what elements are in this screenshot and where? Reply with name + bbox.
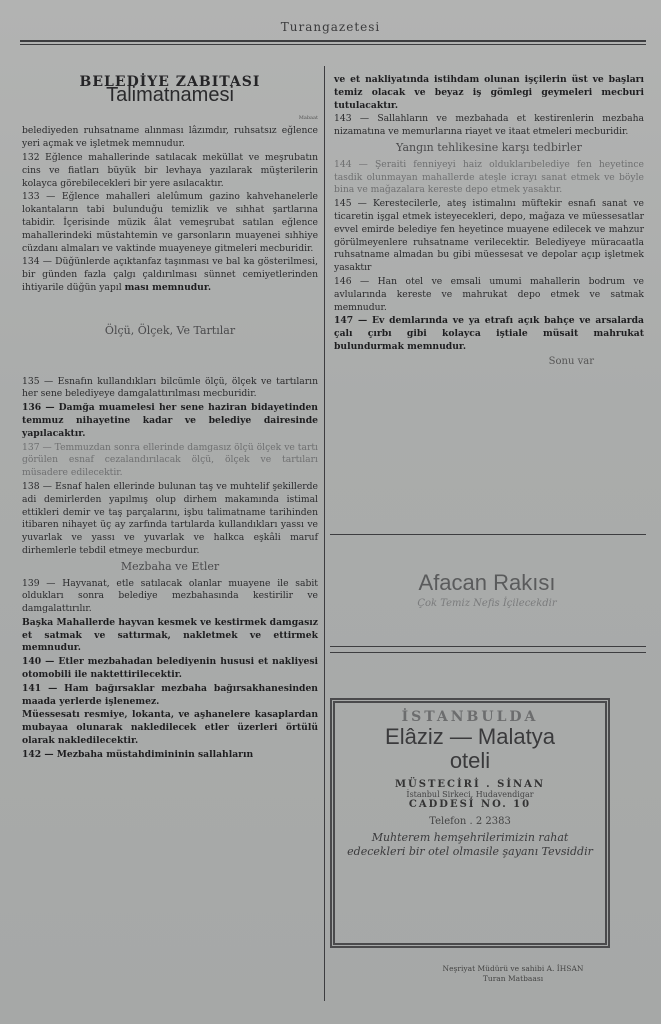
hotel-city: İSTANBULDA (401, 709, 539, 725)
paragraph-144: 144 — Şeraiti fenniyeyi haiz olduklarıbelediye fen heyetince tasdik olunmayan mahallerde ateşle icrayı sanat etmek ve böyle bina ve mağazalara kereste depo etmek yasaktır. (334, 158, 644, 196)
right-column (334, 74, 644, 369)
hotel-owner: MÜSTECİRİ . SİNAN (394, 779, 546, 790)
afacan-title: Afacan Rakısı (418, 570, 556, 595)
paragraph-136: 136 — Damğa muamelesi her sene haziran bidayetinden temmuz nihayetine kadar ve belediye dairesinde yapılacaktır. (22, 402, 318, 439)
paragraph-134-end: ması memnudur. (124, 281, 212, 293)
paragraph-intro: belediyeden ruhsatname alınması lâzımdır, ruhsatsız eğlence yeri açmak ve işletmek memnudur. (22, 125, 318, 150)
column-divider (324, 66, 325, 1001)
paragraph-141: 141 — Ham bağırsaklar mezbaha bağırsakhanesinden maada yerlerde işlenemez. (22, 682, 318, 707)
header-rule-thin (20, 44, 646, 45)
imprint-footer (398, 964, 628, 984)
paragraph-138: 138 — Esnaf halen ellerinde bulunan taş ve muhtelif şekillerde adi demirlerden yapılmış olup dirhem makamında istimal ettikleri demir ve taş parçalarını, işbu talimatname tarihinden itibaren nihayet üç ay zarfında tartılarda kullandıkları yassı ve yuvarlak ve yassı ve yuvarlak ve halkca eşkâli maruf dirhemlerle tebdil etmeye mecburdur. (22, 480, 318, 556)
ad-separator-top (330, 534, 646, 535)
paragraph-139: 139 — Hayvanat, etle satılacak olanlar muayene ile sabit oldukları sonra belediye mezbahasında kestirilir ve damgalattırılır. (22, 577, 318, 615)
header-rule (20, 40, 646, 42)
afacan-raki-ad (328, 570, 646, 609)
paragraph-147: 147 — Ev demlarında ve ya etrafı açık bahçe ve arsalarda çalı çırbı gibi kolayca iştiale müsait mahrukat bulundurmak memnudur. (334, 315, 644, 352)
left-column (22, 74, 318, 763)
ad-separator-mid-thin (330, 652, 646, 653)
subheading-fire: Yangın tehlikesine karşı tedbirler (396, 140, 582, 154)
paragraph-146: 146 — Han otel ve emsali umumi mahallerin bodrum ve avlularında kereste ve mahrukat depo etmek ve satmak memnudur. (334, 275, 644, 313)
hotel-name-line1: Elâziz — Malatya (385, 724, 555, 749)
imprint-press: Turan Matbaası (482, 974, 544, 983)
subheading-measures: Ölçü, Ölçek, Ve Tartılar (104, 323, 236, 337)
paragraph-140: 140 — Etler mezbahadan belediyenin hususi et nakliyesi otomobili ile naktettirilecektir. (22, 656, 318, 681)
paragraph-workers: ve et nakliyatında istihdam olunan işçilerin üst ve başları temiz olacak ve beyaz iş gömlegi geymeleri mecburi tutulacaktır. (334, 74, 644, 111)
mebusat-note: Mabaat (298, 114, 318, 121)
hotel-name-line2: oteli (449, 748, 491, 773)
paragraph-145: 145 — Kerestecilerle, ateş istimalını müftekir esnafı sanat ve ticaretin işgal etmek isteyecekleri, depo, mağaza ve müessesatlar evvel emirde belediye fen heyetince muayene edilecek ve mahzur görülmeyenlere ruhsatname verilecektir. Belediyeye müracaatla ruhsatname almadan bu gibi müessesat ve depolar açıp işletmek yasaktır (334, 198, 644, 274)
newspaper-header-title: Turangazetesi (280, 20, 381, 34)
paragraph-137: 137 — Temmuzdan sonra ellerinde damgasız ölçü ölçek ve tartı görülen esnaf cezalandırılacak ölçü, ölçek ve tartıları müsadere edilecektir. (22, 441, 318, 479)
paragraph-135: 135 — Esnafın kullandıkları bilcümle ölçü, ölçek ve tartıların her sene belediyeye damgalattırılması mecburidir. (22, 375, 318, 400)
hotel-message: Muhterem hemşehrilerimizin rahat edecekleri bir otel olmasile şayanı Tevsiddir (347, 831, 593, 858)
paragraph-institutions: Müessesatı resmiye, lokanta, ve aşhanelere kasaplardan mubayaa olunarak nakledilecek etler üzerleri örtülü olarak nakledilecektir. (22, 709, 318, 747)
subheading-slaughterhouse: Mezbaha ve Etler (120, 559, 220, 573)
paragraph-132: 132 Eğlence mahallerinde satılacak meküllat ve meşrubatın cins ve fiatları büyük bir levhaya yazılarak müşterilerin kolayca görebilecekleri bir yere asılacaktır. (22, 151, 318, 189)
hotel-street: CADDESİ NO. 10 (408, 799, 532, 810)
afacan-slogan: Çok Temiz Nefis İçilecekdir (417, 598, 557, 609)
article-subheading: Talimatnamesi (106, 83, 234, 106)
article-heading: BELEDİYE ZABITASI (79, 74, 261, 90)
ad-separator-mid (330, 646, 646, 647)
paragraph-133: 133 — Eğlence mahalleri alelûmum gazino kahvehanelerle lokantaların tabi bulunduğu temizlik ve sıhhat şartlarına tabidir. İçerisinde müzik âlat vemeşrubat satılan eğlence mahallerindeki müstahtemin ve garsonların muayenei sıhhiye cüzdanı almaları ve vaktinde muayeneye gitmeleri mecburidir. (22, 191, 318, 254)
paragraph-142: 142 — Mezbaha müstahdimininin sallahların (22, 748, 254, 760)
paragraph-143: 143 — Sallahların ve mezbahada et kestirenlerin mezbaha nizamatına ve memurlarına riayet ve itaat etmeleri mecburidir. (334, 113, 644, 138)
continued-note: Sonu var (548, 355, 594, 367)
hotel-phone: Telefon . 2 2383 (429, 816, 511, 827)
hotel-ad (330, 698, 610, 948)
paragraph-134 (22, 256, 318, 294)
paragraph-134-text: 134 — Düğünlerde açıktanfaz taşınması ve bal ka gösterilmesi, bir günden fazla çalgı çaldırılması sünnet cemiyetlerinden ihtiyarile düğün yapıl (22, 256, 318, 293)
hotel-address: İstanbul Sirkeci, Hudavendigar (406, 790, 534, 799)
imprint-editor: Neşriyat Müdürü ve sahibi A. İHSAN (442, 964, 584, 973)
paragraph-slaughter-ban: Başka Mahallerde hayvan kesmek ve kestirmek damgasız et satmak ve sattırmak, nakletmek ve ettirmek memnudur. (22, 616, 318, 654)
